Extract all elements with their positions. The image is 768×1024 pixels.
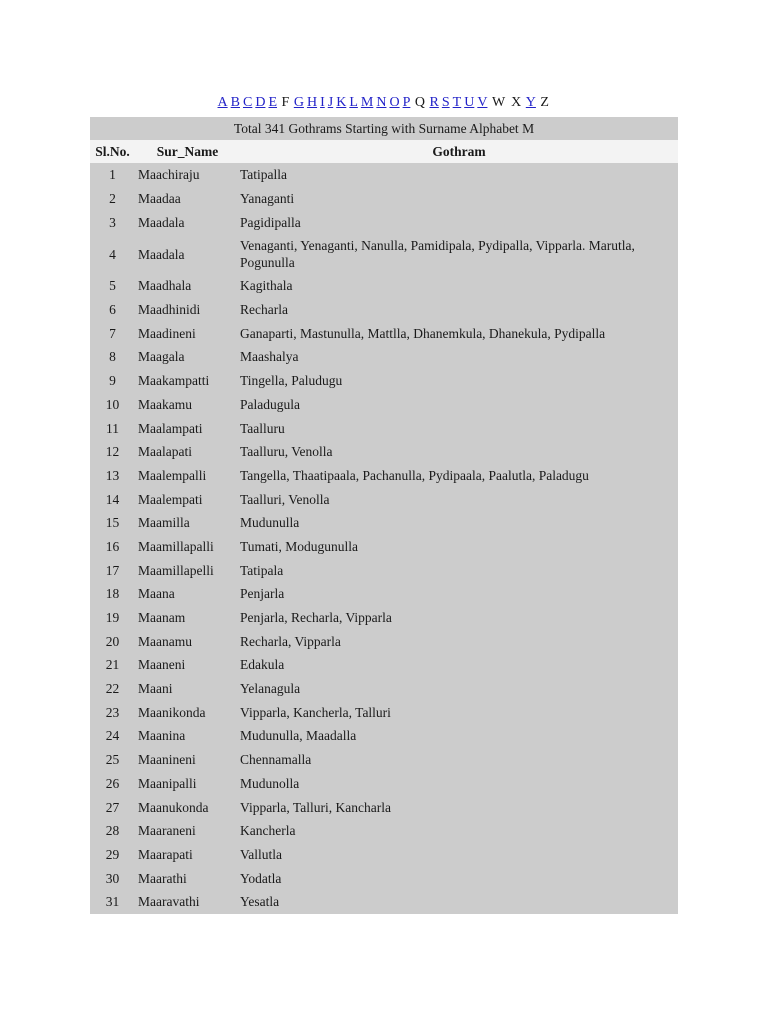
row-gothram: Tingella, Paludugu xyxy=(240,369,678,393)
row-surname: Maamillapalli xyxy=(135,535,240,559)
row-gothram: Mudunolla xyxy=(240,772,678,796)
row-gothram: Vallutla xyxy=(240,843,678,867)
table-row xyxy=(90,487,678,511)
alpha-link-k[interactable]: K xyxy=(336,95,347,110)
table-row xyxy=(90,464,678,488)
row-slno: 20 xyxy=(90,629,135,653)
table-body xyxy=(90,163,678,914)
alpha-link-m[interactable]: M xyxy=(360,95,374,110)
row-gothram: Yelanagula xyxy=(240,677,678,701)
alpha-link-r[interactable]: R xyxy=(429,95,439,110)
row-surname: Maaraneni xyxy=(135,819,240,843)
row-surname: Maadala xyxy=(135,234,240,274)
row-slno: 23 xyxy=(90,700,135,724)
row-gothram: Tatipala xyxy=(240,558,678,582)
row-slno: 4 xyxy=(90,234,135,274)
table-row xyxy=(90,234,678,274)
row-gothram: Tumati, Modugunulla xyxy=(240,535,678,559)
row-slno: 5 xyxy=(90,274,135,298)
row-surname: Maaneni xyxy=(135,653,240,677)
row-surname: Maadaa xyxy=(135,187,240,211)
table-row xyxy=(90,795,678,819)
alpha-link-y[interactable]: Y xyxy=(525,95,536,110)
alpha-link-i[interactable]: I xyxy=(320,95,325,110)
table-row xyxy=(90,866,678,890)
row-slno: 29 xyxy=(90,843,135,867)
alpha-link-e[interactable]: E xyxy=(268,95,278,110)
row-slno: 22 xyxy=(90,677,135,701)
alpha-link-u[interactable]: U xyxy=(464,95,475,110)
row-slno: 10 xyxy=(90,393,135,417)
row-gothram: Vipparla, Kancherla, Talluri xyxy=(240,700,678,724)
alpha-link-j[interactable]: J xyxy=(327,95,334,110)
total-row xyxy=(90,117,678,140)
table-row xyxy=(90,416,678,440)
row-gothram: Taalluri, Venolla xyxy=(240,487,678,511)
table-row xyxy=(90,677,678,701)
row-slno: 15 xyxy=(90,511,135,535)
row-slno: 9 xyxy=(90,369,135,393)
row-gothram: Yanaganti xyxy=(240,187,678,211)
row-slno: 8 xyxy=(90,345,135,369)
row-surname: Maanina xyxy=(135,724,240,748)
alpha-link-g[interactable]: G xyxy=(293,95,304,110)
row-gothram: Penjarla, Recharla, Vipparla xyxy=(240,606,678,630)
table-row xyxy=(90,819,678,843)
row-gothram: Kancherla xyxy=(240,819,678,843)
table-row xyxy=(90,369,678,393)
row-gothram: Recharla, Vipparla xyxy=(240,629,678,653)
table-row xyxy=(90,890,678,914)
row-surname: Maanamu xyxy=(135,629,240,653)
row-gothram: Yodatla xyxy=(240,866,678,890)
table-row xyxy=(90,210,678,234)
row-gothram: Ganaparti, Mastunulla, Mattlla, Dhanemkula, Dhanekula, Pydipalla xyxy=(240,321,678,345)
row-slno: 30 xyxy=(90,866,135,890)
row-surname: Maakamu xyxy=(135,393,240,417)
row-surname: Maanam xyxy=(135,606,240,630)
alpha-letter-w: W xyxy=(491,95,506,110)
row-surname: Maarapati xyxy=(135,843,240,867)
row-surname: Maalempalli xyxy=(135,464,240,488)
table-row xyxy=(90,700,678,724)
alpha-letter-x: X xyxy=(511,95,522,110)
row-slno: 7 xyxy=(90,321,135,345)
row-surname: Maani xyxy=(135,677,240,701)
row-slno: 13 xyxy=(90,464,135,488)
row-gothram: Tangella, Thaatipaala, Pachanulla, Pydipaala, Paalutla, Paladugu xyxy=(240,464,678,488)
row-surname: Maalampati xyxy=(135,416,240,440)
row-slno: 31 xyxy=(90,890,135,914)
row-slno: 1 xyxy=(90,163,135,187)
row-gothram: Mudunulla xyxy=(240,511,678,535)
row-surname: Maadineni xyxy=(135,321,240,345)
row-gothram: Edakula xyxy=(240,653,678,677)
row-slno: 17 xyxy=(90,558,135,582)
row-gothram: Taalluru xyxy=(240,416,678,440)
header-row xyxy=(90,140,678,163)
total-caption: Total 341 Gothrams Starting with Surname Alphabet M xyxy=(90,117,678,140)
alpha-link-n[interactable]: N xyxy=(376,95,387,110)
alpha-link-v[interactable]: V xyxy=(477,95,488,110)
row-gothram: Chennamalla xyxy=(240,748,678,772)
row-surname: Maarathi xyxy=(135,866,240,890)
alpha-link-t[interactable]: T xyxy=(452,95,462,110)
alpha-link-b[interactable]: B xyxy=(230,95,240,110)
row-surname: Maamilla xyxy=(135,511,240,535)
row-slno: 2 xyxy=(90,187,135,211)
row-surname: Maanipalli xyxy=(135,772,240,796)
header-gothram: Gothram xyxy=(240,140,678,163)
row-slno: 6 xyxy=(90,298,135,322)
row-surname: Maadhala xyxy=(135,274,240,298)
table-row xyxy=(90,582,678,606)
table-row xyxy=(90,187,678,211)
row-slno: 27 xyxy=(90,795,135,819)
row-gothram: Paladugula xyxy=(240,393,678,417)
alpha-link-p[interactable]: P xyxy=(402,95,411,110)
table-row xyxy=(90,724,678,748)
row-gothram: Recharla xyxy=(240,298,678,322)
table-row xyxy=(90,558,678,582)
table-row xyxy=(90,345,678,369)
row-surname: Maaravathi xyxy=(135,890,240,914)
row-surname: Maana xyxy=(135,582,240,606)
row-slno: 19 xyxy=(90,606,135,630)
row-slno: 21 xyxy=(90,653,135,677)
row-gothram: Taalluru, Venolla xyxy=(240,440,678,464)
row-gothram: Yesatla xyxy=(240,890,678,914)
table-row xyxy=(90,653,678,677)
table-row xyxy=(90,321,678,345)
row-surname: Maadhinidi xyxy=(135,298,240,322)
alphabet-nav xyxy=(0,95,768,111)
table-row xyxy=(90,748,678,772)
row-slno: 26 xyxy=(90,772,135,796)
row-surname: Maagala xyxy=(135,345,240,369)
table-row xyxy=(90,298,678,322)
table-row xyxy=(90,511,678,535)
alpha-link-c[interactable]: C xyxy=(242,95,253,110)
alpha-link-a[interactable]: A xyxy=(217,95,228,110)
row-slno: 11 xyxy=(90,416,135,440)
row-surname: Maalempati xyxy=(135,487,240,511)
alpha-letter-q: Q xyxy=(414,95,425,110)
row-gothram: Vipparla, Talluri, Kancharla xyxy=(240,795,678,819)
row-slno: 25 xyxy=(90,748,135,772)
header-surname: Sur_Name xyxy=(135,140,240,163)
row-surname: Maachiraju xyxy=(135,163,240,187)
row-gothram: Venaganti, Yenaganti, Nanulla, Pamidipala, Pydipalla, Vipparla. Marutla, Pogunulla xyxy=(240,234,678,274)
row-slno: 16 xyxy=(90,535,135,559)
row-slno: 18 xyxy=(90,582,135,606)
row-gothram: Mudunulla, Maadalla xyxy=(240,724,678,748)
alpha-link-d[interactable]: D xyxy=(255,95,266,110)
row-surname: Maanineni xyxy=(135,748,240,772)
row-surname: Maadala xyxy=(135,210,240,234)
table-row xyxy=(90,606,678,630)
table-row xyxy=(90,274,678,298)
row-surname: Maanukonda xyxy=(135,795,240,819)
table-row xyxy=(90,772,678,796)
alpha-link-h[interactable]: H xyxy=(306,95,318,110)
alpha-link-o[interactable]: O xyxy=(389,95,400,110)
table-row xyxy=(90,163,678,187)
row-surname: Maalapati xyxy=(135,440,240,464)
row-surname: Maakampatti xyxy=(135,369,240,393)
alpha-letter-f: F xyxy=(281,95,290,110)
table-row xyxy=(90,535,678,559)
alpha-letter-z: Z xyxy=(540,95,549,110)
row-gothram: Maashalya xyxy=(240,345,678,369)
row-surname: Maanikonda xyxy=(135,700,240,724)
row-gothram: Penjarla xyxy=(240,582,678,606)
row-gothram: Tatipalla xyxy=(240,163,678,187)
alpha-link-l[interactable]: L xyxy=(349,95,358,110)
gothram-table xyxy=(90,117,678,914)
table-row xyxy=(90,629,678,653)
table-row xyxy=(90,843,678,867)
row-slno: 3 xyxy=(90,210,135,234)
row-slno: 28 xyxy=(90,819,135,843)
row-slno: 24 xyxy=(90,724,135,748)
row-slno: 14 xyxy=(90,487,135,511)
table-row xyxy=(90,440,678,464)
table-row xyxy=(90,393,678,417)
row-gothram: Pagidipalla xyxy=(240,210,678,234)
header-slno: Sl.No. xyxy=(90,140,135,163)
row-surname: Maamillapelli xyxy=(135,558,240,582)
row-gothram: Kagithala xyxy=(240,274,678,298)
row-slno: 12 xyxy=(90,440,135,464)
alpha-link-s[interactable]: S xyxy=(441,95,450,110)
